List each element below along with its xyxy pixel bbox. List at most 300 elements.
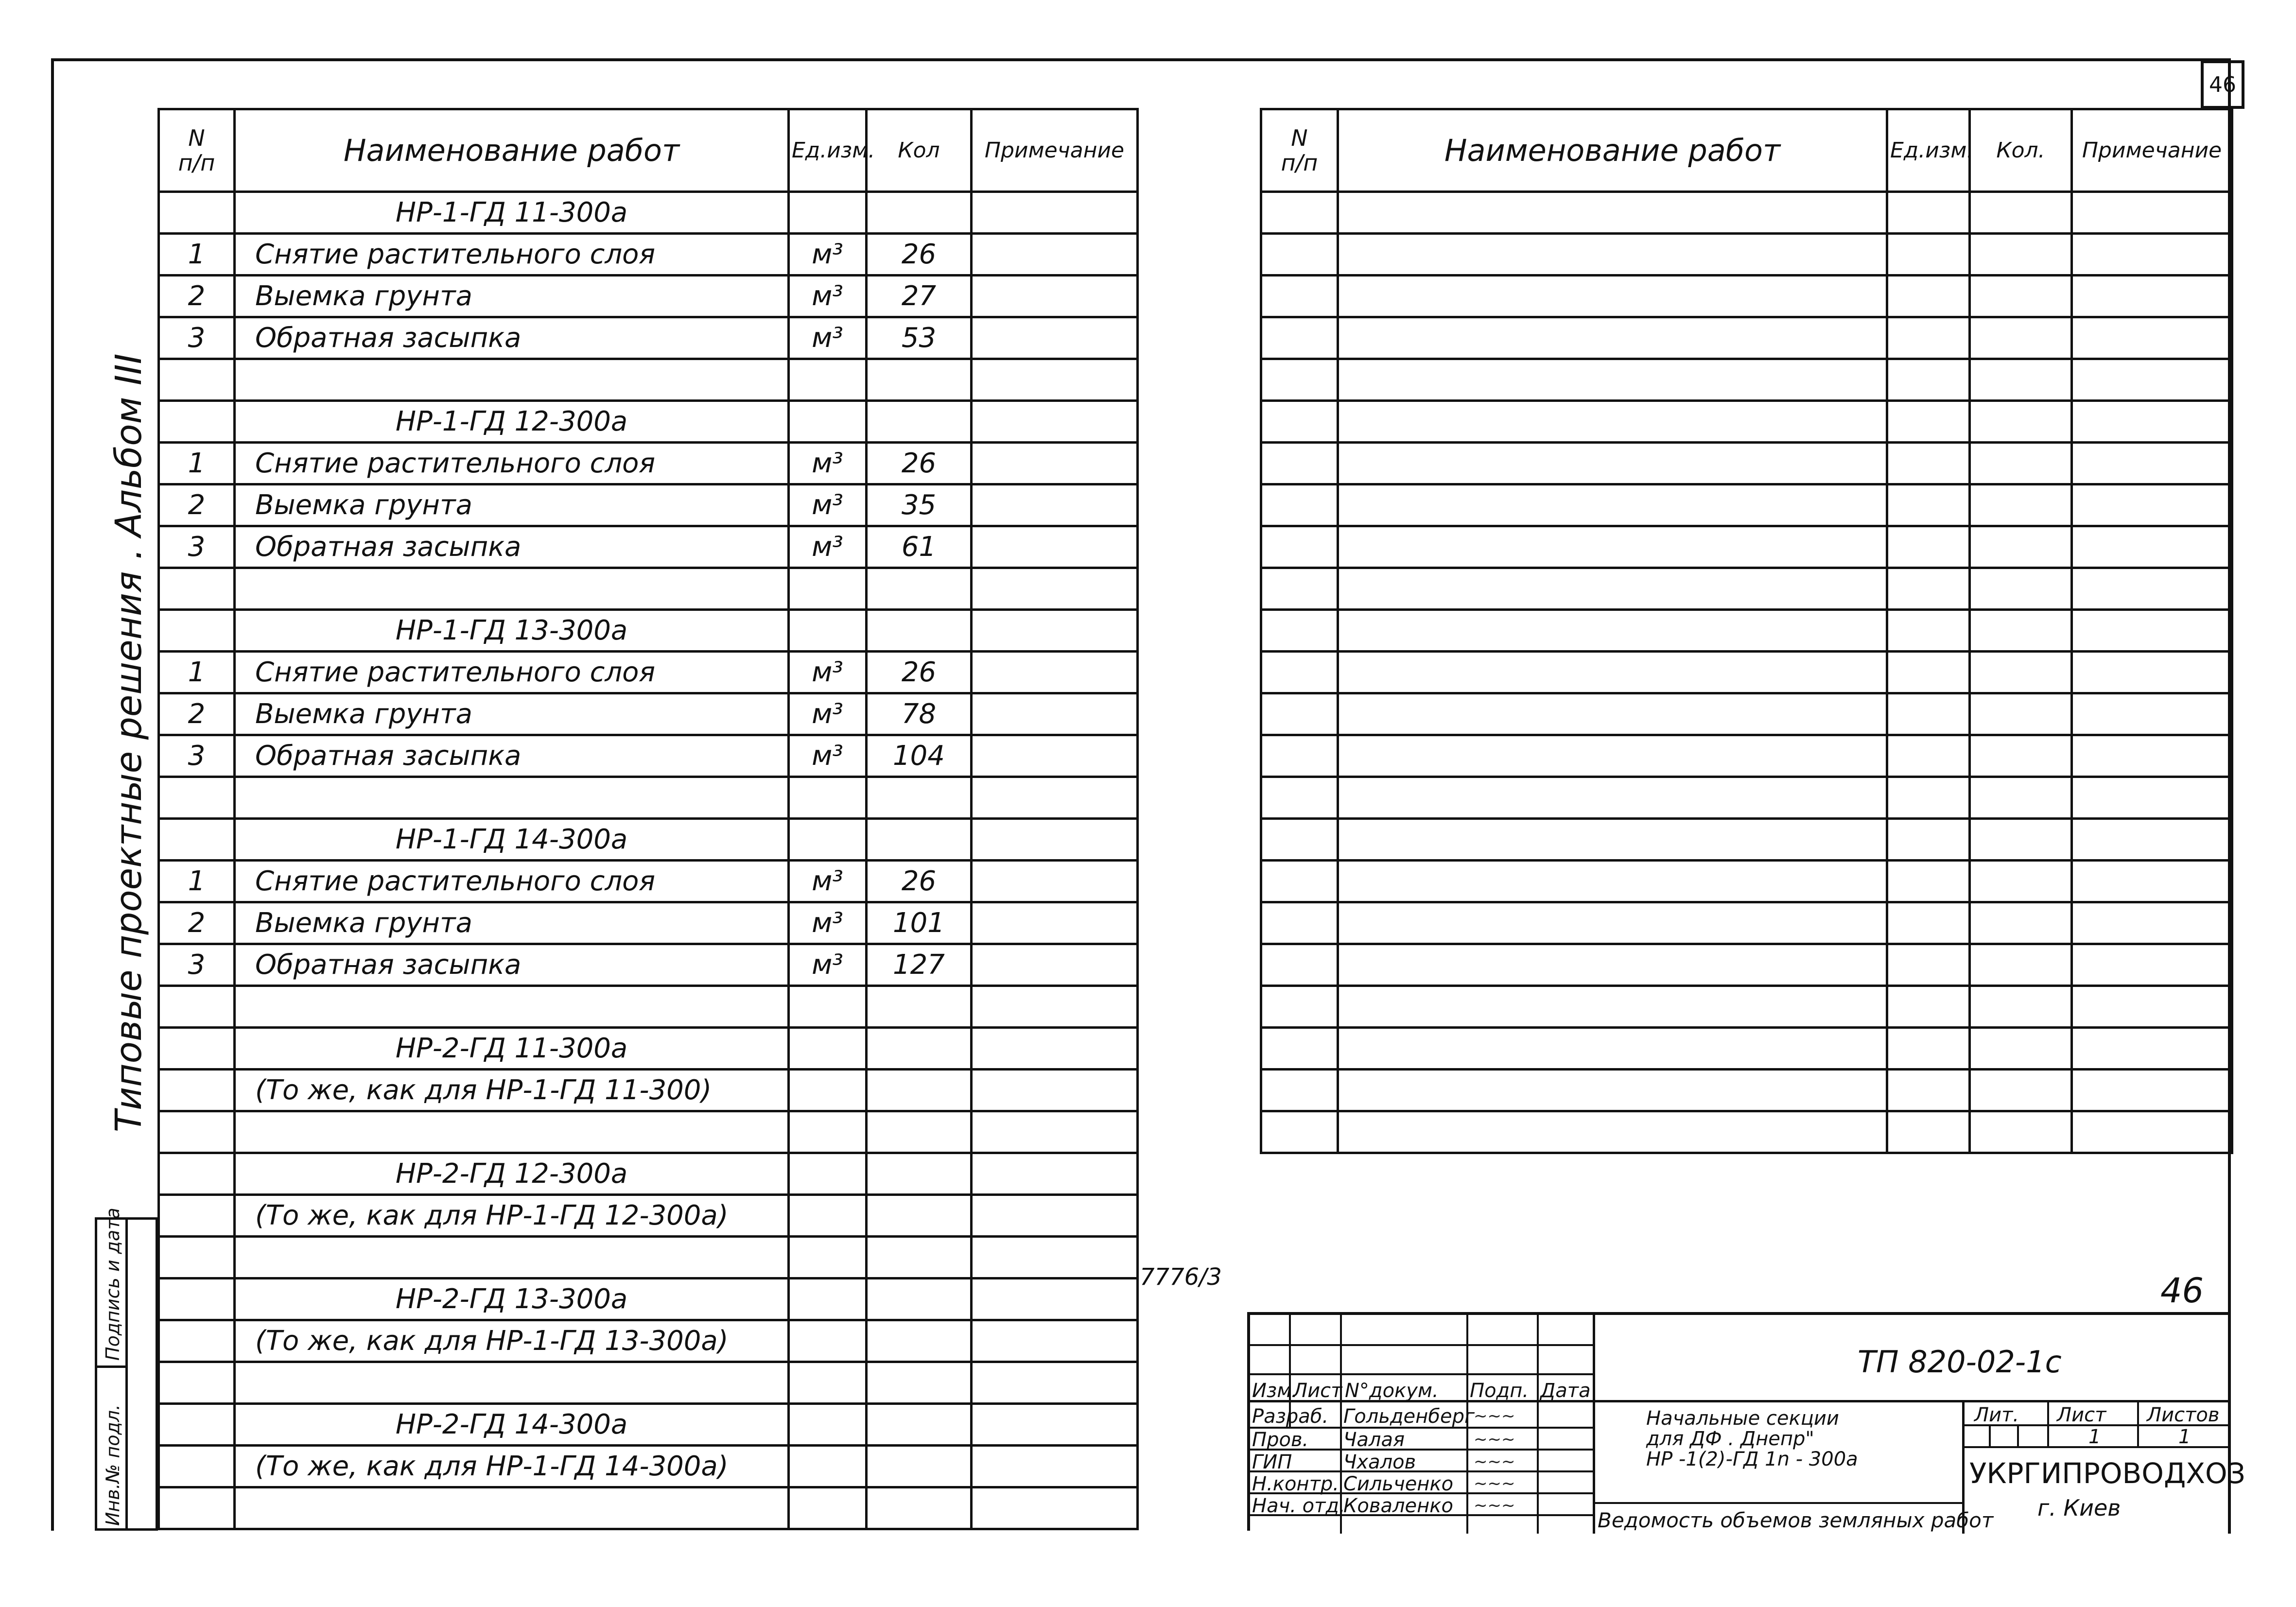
empty-cell xyxy=(1970,317,2072,359)
table-row xyxy=(159,568,1138,610)
empty-cell xyxy=(2072,568,2232,610)
quantity-cell: 104 xyxy=(867,735,972,777)
empty-cell xyxy=(1261,735,1338,777)
quantity-cell xyxy=(867,1111,972,1153)
empty-cell xyxy=(2072,986,2232,1028)
work-name-cell: Снятие растительного слоя xyxy=(235,443,789,484)
signature-scribble: ~~~ xyxy=(1474,1430,1515,1449)
empty-cell xyxy=(1887,234,1970,276)
work-name-cell: (То же, как для НР-1-ГД 14-300а) xyxy=(235,1446,789,1487)
empty-cell xyxy=(1887,317,1970,359)
empty-cell xyxy=(1338,192,1887,234)
table-row xyxy=(159,861,1138,902)
table-row xyxy=(159,1279,1138,1320)
empty-cell xyxy=(1338,1111,1887,1153)
table-row xyxy=(1261,944,2232,986)
table-row xyxy=(159,693,1138,735)
unit-cell xyxy=(789,1446,867,1487)
row-number-cell xyxy=(159,610,235,652)
empty-cell xyxy=(1887,1070,1970,1111)
empty-cell xyxy=(1887,819,1970,861)
empty-cell xyxy=(1261,1111,1338,1153)
document-code: ТП 820-02-1с xyxy=(1858,1344,2062,1380)
empty-cell xyxy=(1338,861,1887,902)
note-cell xyxy=(972,568,1138,610)
unit-cell xyxy=(789,777,867,819)
left-works-table xyxy=(157,108,1139,1530)
empty-cell xyxy=(1887,526,1970,568)
empty-cell xyxy=(1338,443,1887,484)
empty-cell xyxy=(1338,526,1887,568)
table-row xyxy=(1261,443,2232,484)
work-name-cell: НР-1-ГД 13-300а xyxy=(235,610,789,652)
note-cell xyxy=(972,1195,1138,1237)
row-number-cell: 2 xyxy=(159,276,235,317)
empty-cell xyxy=(2072,192,2232,234)
row-number-cell: 1 xyxy=(159,443,235,484)
empty-cell xyxy=(1338,484,1887,526)
work-name-cell: Обратная засыпка xyxy=(235,735,789,777)
empty-cell xyxy=(1887,777,1970,819)
table-row xyxy=(159,1111,1138,1153)
work-name-cell: Выемка грунта xyxy=(235,693,789,735)
row-number-cell: 2 xyxy=(159,902,235,944)
row-number-cell xyxy=(159,1028,235,1070)
table-row xyxy=(159,652,1138,693)
empty-cell xyxy=(1970,526,2072,568)
stage-value-sheet: 1 xyxy=(2088,1426,2101,1448)
table-row xyxy=(159,234,1138,276)
work-name-cell: (То же, как для НР-1-ГД 13-300а) xyxy=(235,1320,789,1362)
note-cell xyxy=(972,1320,1138,1362)
note-cell xyxy=(972,1070,1138,1111)
note-cell xyxy=(972,819,1138,861)
empty-cell xyxy=(2072,693,2232,735)
work-name-cell: НР-2-ГД 12-300а xyxy=(235,1153,789,1195)
table-row xyxy=(159,735,1138,777)
work-name-cell xyxy=(235,986,789,1028)
note-cell xyxy=(972,944,1138,986)
row-number-cell xyxy=(159,1279,235,1320)
table-row xyxy=(159,1028,1138,1070)
empty-cell xyxy=(1887,610,1970,652)
note-cell xyxy=(972,401,1138,443)
empty-cell xyxy=(1887,902,1970,944)
table-row xyxy=(159,1237,1138,1279)
quantity-cell: 26 xyxy=(867,652,972,693)
empty-cell xyxy=(1970,902,2072,944)
row-number-cell xyxy=(159,1111,235,1153)
quantity-cell xyxy=(867,819,972,861)
empty-cell xyxy=(1970,276,2072,317)
empty-cell xyxy=(1338,610,1887,652)
empty-cell xyxy=(1887,652,1970,693)
empty-cell xyxy=(2072,944,2232,986)
empty-cell xyxy=(1887,1111,1970,1153)
header-qty: Кол. xyxy=(1970,109,2072,192)
sheet-number-box xyxy=(2201,60,2244,109)
empty-cell xyxy=(2072,735,2232,777)
empty-cell xyxy=(1338,234,1887,276)
quantity-cell: 61 xyxy=(867,526,972,568)
empty-cell xyxy=(1970,693,2072,735)
note-cell xyxy=(972,317,1138,359)
table-row xyxy=(1261,1028,2232,1070)
header-name: Наименование работ xyxy=(235,109,789,192)
unit-cell: м³ xyxy=(789,944,867,986)
note-cell xyxy=(972,526,1138,568)
unit-cell xyxy=(789,1320,867,1362)
empty-cell xyxy=(1338,1028,1887,1070)
row-number-cell xyxy=(159,359,235,401)
unit-cell xyxy=(789,1153,867,1195)
quantity-cell: 27 xyxy=(867,276,972,317)
table-row xyxy=(159,1195,1138,1237)
inventory-number-label: Инв.№ подл. xyxy=(102,1404,123,1526)
quantity-cell xyxy=(867,1279,972,1320)
table-row xyxy=(159,819,1138,861)
empty-cell xyxy=(1338,735,1887,777)
empty-cell xyxy=(1887,276,1970,317)
note-cell xyxy=(972,1111,1138,1153)
quantity-cell xyxy=(867,1237,972,1279)
unit-cell xyxy=(789,1237,867,1279)
table-row xyxy=(159,1070,1138,1111)
table-row xyxy=(1261,735,2232,777)
empty-cell xyxy=(2072,861,2232,902)
empty-cell xyxy=(1261,944,1338,986)
row-number-cell xyxy=(159,568,235,610)
unit-cell: м³ xyxy=(789,652,867,693)
table-row xyxy=(1261,777,2232,819)
signature-date-label: Подпись и дата xyxy=(102,1208,123,1361)
work-name-cell xyxy=(235,359,789,401)
quantity-cell xyxy=(867,359,972,401)
empty-cell xyxy=(1261,401,1338,443)
empty-cell xyxy=(1970,192,2072,234)
unit-cell xyxy=(789,610,867,652)
empty-cell xyxy=(1970,568,2072,610)
row-number-cell: 2 xyxy=(159,484,235,526)
empty-cell xyxy=(1887,944,1970,986)
tb-person-name: Чалая xyxy=(1343,1429,1405,1451)
table-row xyxy=(1261,610,2232,652)
quantity-cell: 78 xyxy=(867,693,972,735)
row-number-cell xyxy=(159,1487,235,1529)
stage-header-lit: Лит. xyxy=(1974,1404,2019,1426)
empty-cell xyxy=(1970,1028,2072,1070)
unit-cell xyxy=(789,568,867,610)
row-number-cell xyxy=(159,1362,235,1404)
empty-cell xyxy=(1887,1028,1970,1070)
empty-cell xyxy=(1970,1070,2072,1111)
table-row xyxy=(1261,401,2232,443)
tb-person-name: Коваленко xyxy=(1343,1495,1453,1517)
quantity-cell xyxy=(867,610,972,652)
unit-cell xyxy=(789,1404,867,1446)
work-name-cell: НР-1-ГД 14-300а xyxy=(235,819,789,861)
work-name-cell: НР-2-ГД 14-300а xyxy=(235,1404,789,1446)
quantity-cell: 101 xyxy=(867,902,972,944)
row-number-cell: 3 xyxy=(159,317,235,359)
organization-city: г. Киев xyxy=(2037,1495,2121,1521)
title-block xyxy=(1247,1312,2245,1532)
work-name-cell: (То же, как для НР-1-ГД 12-300а) xyxy=(235,1195,789,1237)
unit-cell xyxy=(789,1279,867,1320)
note-cell xyxy=(972,1487,1138,1529)
quantity-cell xyxy=(867,1446,972,1487)
empty-cell xyxy=(1338,902,1887,944)
table-row xyxy=(1261,484,2232,526)
stage-header-sheets: Листов xyxy=(2147,1404,2220,1426)
empty-cell xyxy=(1970,819,2072,861)
quantity-cell xyxy=(867,1320,972,1362)
empty-cell xyxy=(2072,317,2232,359)
work-name-cell: НР-1-ГД 11-300а xyxy=(235,192,789,234)
note-cell xyxy=(972,359,1138,401)
note-cell xyxy=(972,735,1138,777)
right-table-header-row xyxy=(1261,109,2232,192)
table-row xyxy=(159,777,1138,819)
work-name-cell xyxy=(235,1237,789,1279)
empty-cell xyxy=(1261,276,1338,317)
organization-name: УКРГИПРОВОДХОЗ xyxy=(1969,1457,2245,1490)
empty-cell xyxy=(1338,944,1887,986)
header-num: N п/п xyxy=(159,109,235,192)
empty-cell xyxy=(1261,610,1338,652)
empty-cell xyxy=(1261,902,1338,944)
note-cell xyxy=(972,1446,1138,1487)
note-cell xyxy=(972,276,1138,317)
empty-cell xyxy=(1970,986,2072,1028)
note-cell xyxy=(972,1362,1138,1404)
empty-cell xyxy=(2072,1111,2232,1153)
tb-header-sign: Подп. xyxy=(1470,1380,1529,1402)
empty-cell xyxy=(1887,192,1970,234)
unit-cell: м³ xyxy=(789,861,867,902)
quantity-cell: 35 xyxy=(867,484,972,526)
unit-cell xyxy=(789,359,867,401)
row-number-cell: 1 xyxy=(159,861,235,902)
note-cell xyxy=(972,693,1138,735)
work-name-cell xyxy=(235,1487,789,1529)
left-table-header-row xyxy=(159,109,1138,192)
row-number-cell xyxy=(159,1320,235,1362)
quantity-cell: 53 xyxy=(867,317,972,359)
table-row xyxy=(159,1153,1138,1195)
table-row xyxy=(159,610,1138,652)
work-name-cell: Выемка грунта xyxy=(235,484,789,526)
quantity-cell xyxy=(867,1070,972,1111)
handwritten-sheet-number: 46 xyxy=(2160,1271,2204,1311)
empty-cell xyxy=(1338,276,1887,317)
work-name-cell: Снятие растительного слоя xyxy=(235,234,789,276)
empty-cell xyxy=(1261,568,1338,610)
empty-cell xyxy=(1338,317,1887,359)
table-row xyxy=(1261,652,2232,693)
table-row xyxy=(159,317,1138,359)
empty-cell xyxy=(2072,819,2232,861)
empty-cell xyxy=(1338,652,1887,693)
empty-cell xyxy=(1887,568,1970,610)
table-row xyxy=(1261,1111,2232,1153)
empty-cell xyxy=(1261,986,1338,1028)
table-row xyxy=(1261,234,2232,276)
note-cell xyxy=(972,652,1138,693)
work-name-cell: Снятие растительного слоя xyxy=(235,861,789,902)
empty-cell xyxy=(1261,484,1338,526)
unit-cell: м³ xyxy=(789,735,867,777)
row-number-cell xyxy=(159,777,235,819)
quantity-cell xyxy=(867,1404,972,1446)
table-row xyxy=(159,1362,1138,1404)
unit-cell: м³ xyxy=(789,484,867,526)
note-cell xyxy=(972,1279,1138,1320)
stage-value-sheets: 1 xyxy=(2178,1426,2191,1448)
unit-cell: м³ xyxy=(789,902,867,944)
header-qty: Кол xyxy=(867,109,972,192)
note-cell xyxy=(972,1153,1138,1195)
approval-stamp-column xyxy=(95,1208,158,1531)
table-row xyxy=(159,944,1138,986)
right-works-table xyxy=(1260,108,2233,1154)
unit-cell: м³ xyxy=(789,693,867,735)
table-row xyxy=(1261,568,2232,610)
unit-cell: м³ xyxy=(789,317,867,359)
signature-scribble: ~~~ xyxy=(1474,1452,1515,1471)
quantity-cell: 26 xyxy=(867,861,972,902)
row-number-cell xyxy=(159,1195,235,1237)
unit-cell xyxy=(789,1028,867,1070)
quantity-cell xyxy=(867,1028,972,1070)
empty-cell xyxy=(2072,443,2232,484)
row-number-cell: 3 xyxy=(159,735,235,777)
tb-role: ГИП xyxy=(1252,1451,1292,1473)
empty-cell xyxy=(1261,693,1338,735)
unit-cell xyxy=(789,401,867,443)
empty-cell xyxy=(1887,986,1970,1028)
table-row xyxy=(1261,359,2232,401)
empty-cell xyxy=(1887,735,1970,777)
empty-cell xyxy=(1261,443,1338,484)
empty-cell xyxy=(1970,1111,2072,1153)
empty-cell xyxy=(2072,484,2232,526)
quantity-cell: 26 xyxy=(867,443,972,484)
row-number-cell xyxy=(159,1070,235,1111)
tb-person-name: Гольденберг xyxy=(1343,1405,1475,1428)
tb-header-doc: N°докум. xyxy=(1345,1380,1439,1402)
empty-cell xyxy=(2072,359,2232,401)
empty-cell xyxy=(2072,610,2232,652)
empty-cell xyxy=(1338,819,1887,861)
unit-cell xyxy=(789,1111,867,1153)
empty-cell xyxy=(2072,1070,2232,1111)
unit-cell xyxy=(789,1195,867,1237)
signature-scribble: ~~~ xyxy=(1474,1496,1515,1515)
tb-header-list: Лист xyxy=(1293,1380,1342,1402)
empty-cell xyxy=(1338,568,1887,610)
empty-cell xyxy=(1261,1070,1338,1111)
note-cell xyxy=(972,1237,1138,1279)
tb-role: Н.контр. xyxy=(1252,1473,1339,1495)
signature-scribble: ~~~ xyxy=(1474,1474,1515,1493)
work-name-cell: Выемка грунта xyxy=(235,902,789,944)
tb-person-name: Чхалов xyxy=(1343,1451,1416,1473)
empty-cell xyxy=(1338,777,1887,819)
table-row xyxy=(1261,1070,2232,1111)
header-unit: Ед.изм. xyxy=(1887,109,1970,192)
work-name-cell: (То же, как для НР-1-ГД 11-300) xyxy=(235,1070,789,1111)
row-number-cell: 3 xyxy=(159,944,235,986)
table-row xyxy=(159,1446,1138,1487)
table-row xyxy=(159,359,1138,401)
table-row xyxy=(159,902,1138,944)
work-name-cell: Снятие растительного слоя xyxy=(235,652,789,693)
empty-cell xyxy=(1261,526,1338,568)
table-row xyxy=(1261,526,2232,568)
empty-cell xyxy=(1887,693,1970,735)
empty-cell xyxy=(1338,401,1887,443)
unit-cell: м³ xyxy=(789,526,867,568)
empty-cell xyxy=(1887,443,1970,484)
header-note: Примечание xyxy=(972,109,1138,192)
table-row xyxy=(159,276,1138,317)
unit-cell: м³ xyxy=(789,276,867,317)
tb-role: Пров. xyxy=(1252,1429,1309,1451)
unit-cell xyxy=(789,1487,867,1529)
table-row xyxy=(159,192,1138,234)
empty-cell xyxy=(1338,986,1887,1028)
unit-cell xyxy=(789,819,867,861)
note-cell xyxy=(972,777,1138,819)
header-unit: Ед.изм. xyxy=(789,109,867,192)
empty-cell xyxy=(1261,359,1338,401)
empty-cell xyxy=(2072,234,2232,276)
empty-cell xyxy=(1970,652,2072,693)
empty-cell xyxy=(1887,359,1970,401)
empty-cell xyxy=(2072,777,2232,819)
quantity-cell: 127 xyxy=(867,944,972,986)
work-name-cell xyxy=(235,777,789,819)
tb-person-name: Сильченко xyxy=(1343,1473,1454,1495)
empty-cell xyxy=(1338,359,1887,401)
header-num: N п/п xyxy=(1261,109,1338,192)
quantity-cell xyxy=(867,192,972,234)
empty-cell xyxy=(2072,1028,2232,1070)
table-row xyxy=(1261,902,2232,944)
table-row xyxy=(159,401,1138,443)
row-number-cell xyxy=(159,819,235,861)
unit-cell xyxy=(789,1070,867,1111)
unit-cell xyxy=(789,986,867,1028)
sheet-title: Ведомость объемов земляных работ xyxy=(1598,1508,1994,1532)
table-row xyxy=(159,526,1138,568)
row-number-cell: 1 xyxy=(159,234,235,276)
work-name-cell xyxy=(235,1111,789,1153)
table-row xyxy=(1261,986,2232,1028)
work-name-cell xyxy=(235,568,789,610)
work-name-cell: НР-1-ГД 12-300а xyxy=(235,401,789,443)
tb-role: Нач. отд. xyxy=(1252,1495,1345,1517)
table-row xyxy=(1261,693,2232,735)
unit-cell: м³ xyxy=(789,443,867,484)
empty-cell xyxy=(1887,861,1970,902)
empty-cell xyxy=(1338,1070,1887,1111)
row-number-cell xyxy=(159,1153,235,1195)
row-number-cell xyxy=(159,1237,235,1279)
note-cell xyxy=(972,1404,1138,1446)
row-number-cell xyxy=(159,401,235,443)
